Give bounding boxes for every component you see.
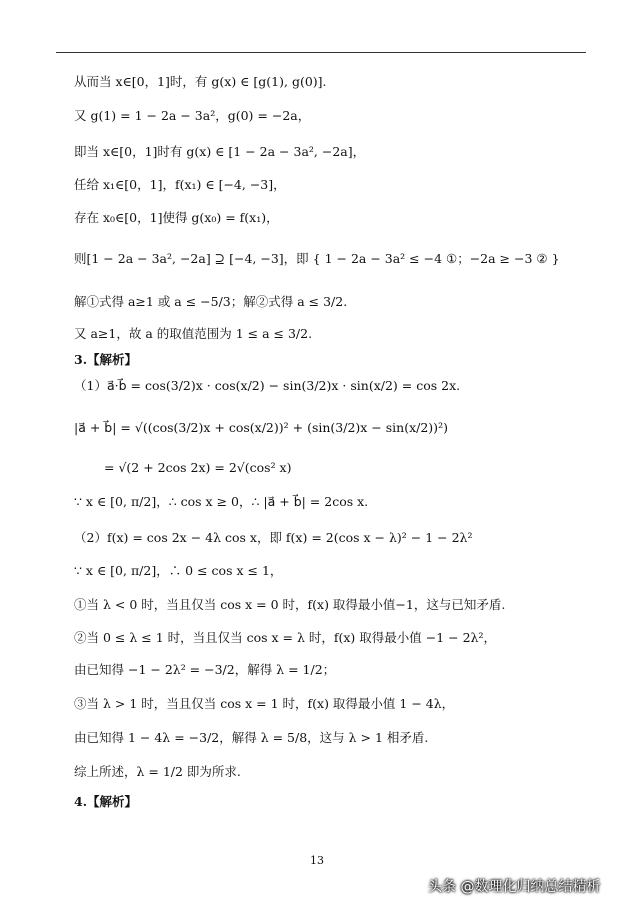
text-line-20: 综上所述，λ = 1/2 即为所求. (74, 764, 241, 779)
text-line-8: 又 a≥1，故 a 的取值范围为 1 ≤ a ≤ 3/2. (74, 326, 313, 341)
text-line-10: |a⃗ + b⃗| = √((cos(3/2)x + cos(x/2))² + (sin(3/2)x − sin(x/2))²) (74, 420, 448, 435)
header-rule (56, 52, 586, 53)
text-line-4: 任给 x₁∈[0，1]，f(x₁) ∈ [−4, −3]， (74, 177, 286, 192)
text-line-14: ∵ x ∈ [0, π/2]，∴ 0 ≤ cos x ≤ 1， (74, 563, 283, 578)
page-number: 13 (310, 854, 324, 867)
text-line-18: ③当 λ > 1 时，当且仅当 cos x = 1 时，f(x) 取得最小值 1 − 4λ， (74, 696, 455, 711)
section-heading-3: 3.【解析】 (74, 352, 138, 367)
text-line-16: ②当 0 ≤ λ ≤ 1 时，当且仅当 cos x = λ 时，f(x) 取得最小值 −1 − 2λ²， (74, 630, 496, 645)
text-line-3: 即当 x∈[0，1]时有 g(x) ∈ [1 − 2a − 3a², −2a]， (74, 144, 366, 159)
watermark: 头条 @数理化归纳总结精析 (428, 879, 601, 895)
text-line-6: 则[1 − 2a − 3a², −2a] ⊇ [−4, −3]，即 { 1 − 2a − 3a² ≤ −4 ①；−2a ≥ −3 ② } (74, 251, 560, 266)
text-line-13: （2）f(x) = cos 2x − 4λ cos x，即 f(x) = 2(cos x − λ)² − 1 − 2λ² (74, 530, 473, 545)
text-line-2: 又 g(1) = 1 − 2a − 3a²，g(0) = −2a， (74, 108, 311, 123)
text-line-11: = √(2 + 2cos 2x) = 2√(cos² x) (104, 460, 292, 475)
text-line-12: ∵ x ∈ [0, π/2]，∴ cos x ≥ 0，∴ |a⃗ + b⃗| = 2cos x. (74, 494, 369, 509)
section-heading-4: 4.【解析】 (74, 794, 138, 809)
text-line-5: 存在 x₀∈[0，1]使得 g(x₀) = f(x₁)， (74, 210, 279, 225)
text-line-17: 由已知得 −1 − 2λ² = −3/2，解得 λ = 1/2； (74, 662, 336, 677)
text-line-19: 由已知得 1 − 4λ = −3/2，解得 λ = 5/8，这与 λ > 1 相矛盾. (74, 730, 429, 745)
text-line-15: ①当 λ < 0 时，当且仅当 cos x = 0 时，f(x) 取得最小值−1，这与已知矛盾. (74, 597, 506, 612)
text-line-9: （1）a⃗·b⃗ = cos(3/2)x · cos(x/2) − sin(3/2)x · sin(x/2) = cos 2x. (74, 378, 461, 393)
text-line-7: 解①式得 a≥1 或 a ≤ −5/3；解②式得 a ≤ 3/2. (74, 294, 348, 309)
text-line-1: 从而当 x∈[0，1]时，有 g(x) ∈ [g(1), g(0)]. (74, 74, 327, 89)
